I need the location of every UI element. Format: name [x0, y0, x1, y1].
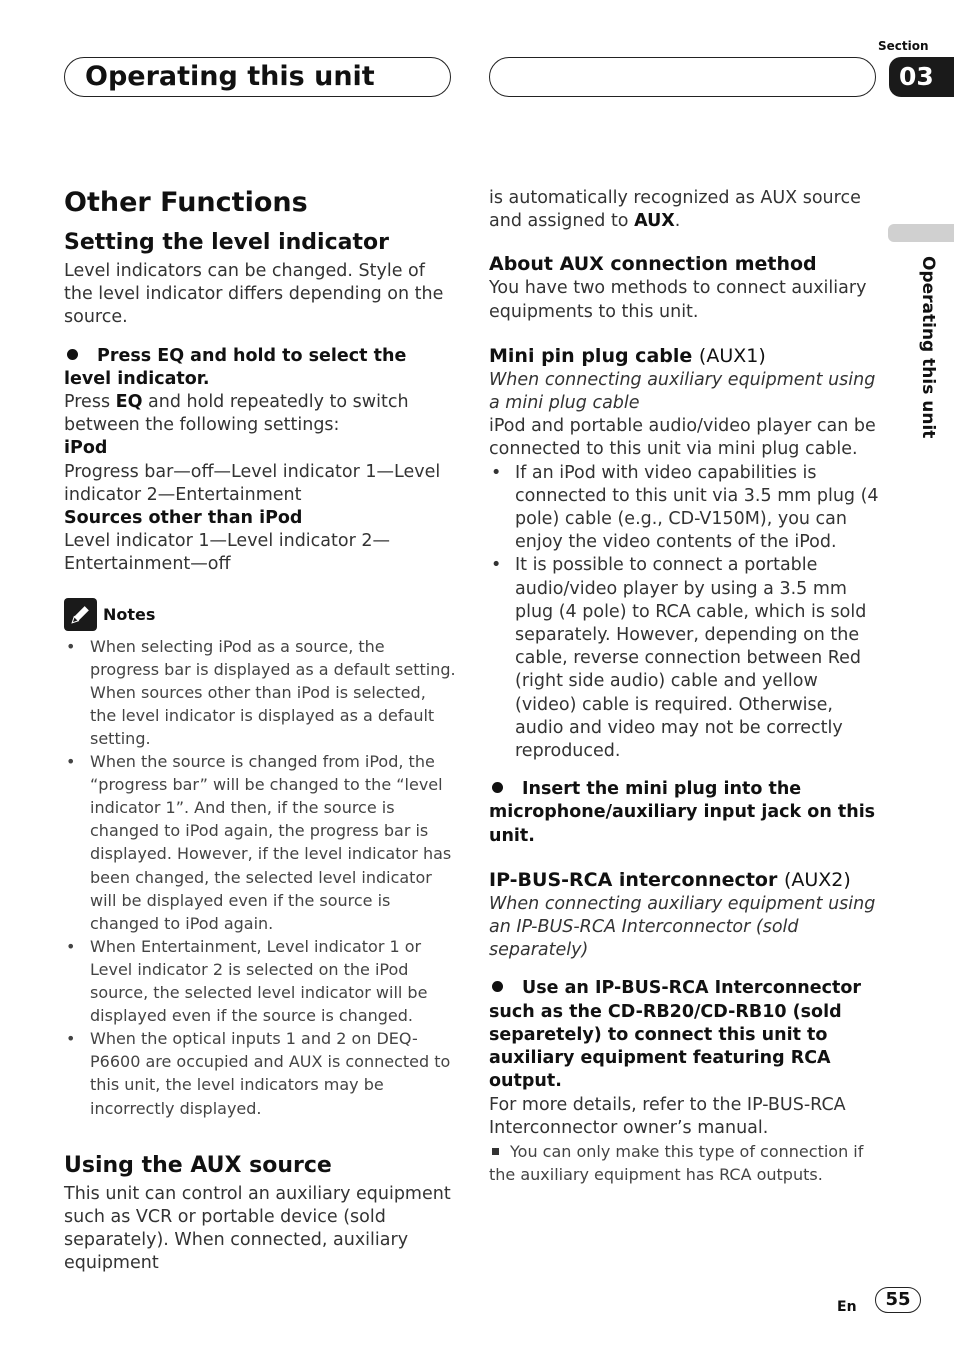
ip-bus-heading: IP-BUS-RCA interconnector (AUX2): [489, 868, 851, 891]
ip-bus-italic: When connecting auxiliary equipment using an IP-BUS-RCA Interconnector (sold separately): [489, 893, 876, 961]
ipod-label: iPod: [64, 438, 108, 459]
aux-source-text: This unit can control an auxiliary equipment such as VCR or portable device (sold separately). When connected, auxiliary equipment: [64, 1183, 451, 1274]
list-item: • It is possible to connect a portable audio/video player by using a 3.5 mm plug (4 pole) to RCA cable, which is sold separately. However, depending on the cable, reverse connection between Red (right side audio) cable and yellow (video) cable is required. Otherwise, audio and video may not be correctly reproduced.: [489, 554, 881, 763]
section-label: Section: [878, 39, 929, 53]
mini-plug-step: Insert the mini plug into the microphone/auxiliary input jack on this unit.: [489, 779, 876, 846]
level-step-text: Press EQ and hold to select the level indicator.: [64, 345, 407, 389]
section-number: 03: [889, 57, 954, 97]
step-bullet-icon: [67, 349, 78, 360]
language-label: En: [837, 1299, 857, 1315]
notes-header: [64, 598, 456, 631]
side-tab-label: Operating this unit: [918, 256, 938, 439]
page-title: Operating this unit: [85, 61, 375, 92]
notes-title: Notes: [103, 604, 156, 624]
level-indicator-heading: Setting the level indicator: [64, 230, 389, 255]
mini-plug-text: iPod and portable audio/video player can be connected to this unit via mini plug cable.: [489, 416, 876, 460]
notes-list: [64, 635, 456, 1120]
page-number: 55: [875, 1287, 921, 1313]
note-item: • When Entertainment, Level indicator 1 or Level indicator 2 is selected on the iPod source, the selected level indicator will be displayed even if the source is changed.: [64, 935, 456, 1027]
other-sources-settings: Level indicator 1—Level indicator 2—Entertainment—off: [64, 531, 390, 575]
ip-bus-step: Use an IP-BUS-RCA Interconnector such as the CD-RB20/CD-RB10 (sold separetely) to connect this unit to auxiliary equipment featuring RCA output.: [489, 978, 862, 1092]
level-step: [64, 345, 456, 391]
ip-bus-text: For more details, refer to the IP-BUS-RCA Interconnector owner’s manual.: [489, 1094, 846, 1138]
level-intro: Level indicators can be changed. Style of the level indicator differs depending on the source.: [64, 261, 444, 328]
square-bullet-icon: [492, 1148, 499, 1155]
aux-continued: is automatically recognized as AUX source and assigned to AUX.: [489, 188, 861, 232]
left-column: [64, 186, 456, 1275]
mini-plug-heading: Mini pin plug cable (AUX1): [489, 344, 766, 367]
side-tab-marker: [888, 224, 954, 242]
aux1-tag: (AUX1): [698, 344, 766, 367]
ipod-settings: Progress bar—off—Level indicator 1—Level indicator 2—Entertainment: [64, 461, 441, 505]
other-sources-label: Sources other than iPod: [64, 508, 303, 529]
aux2-tag: (AUX2): [783, 868, 851, 891]
step-bullet-icon: [492, 782, 503, 793]
header-blank-pill: [489, 57, 876, 97]
about-aux-text: You have two methods to connect auxiliary equipments to this unit.: [489, 278, 867, 322]
eq-key: EQ: [115, 392, 143, 413]
list-item: • If an iPod with video capabilities is connected to this unit via 3.5 mm plug (4 pole) cable (e.g., CD-V150M), you can enjoy the video contents of the iPod.: [489, 462, 881, 555]
note-item: • When selecting iPod as a source, the progress bar is displayed as a default setting. When sources other than iPod is selected, the level indicator is displayed as a default setting.: [64, 635, 456, 750]
note-item: • When the source is changed from iPod, the “progress bar” will be changed to the “level indicator 1”. And then, if the source is changed to iPod again, the progress bar is displayed. However, if the level indicator has been changed, the selected level indicator will be displayed even if the source is changed to iPod again.: [64, 750, 456, 935]
note-item: • When the optical inputs 1 and 2 on DEQ-P6600 are occupied and AUX is connected to this unit, the level indicators may be incorrectly displayed.: [64, 1027, 456, 1119]
ip-bus-note: You can only make this type of connection if the auxiliary equipment has RCA outputs.: [489, 1141, 864, 1184]
aux-key: AUX: [634, 211, 675, 232]
pencil-icon: [64, 598, 97, 631]
right-column: [489, 187, 881, 1186]
level-desc: Press EQ and hold repeatedly to switch between the following settings:: [64, 392, 409, 436]
header-title-pill: [64, 57, 451, 97]
mini-plug-italic: When connecting auxiliary equipment using a mini plug cable: [489, 369, 876, 414]
mini-plug-bullets: [489, 462, 881, 764]
aux-source-heading: Using the AUX source: [64, 1152, 332, 1178]
about-aux-heading: About AUX connection method: [489, 253, 817, 276]
step-bullet-icon: [492, 981, 503, 992]
other-functions-heading: Other Functions: [64, 187, 308, 218]
